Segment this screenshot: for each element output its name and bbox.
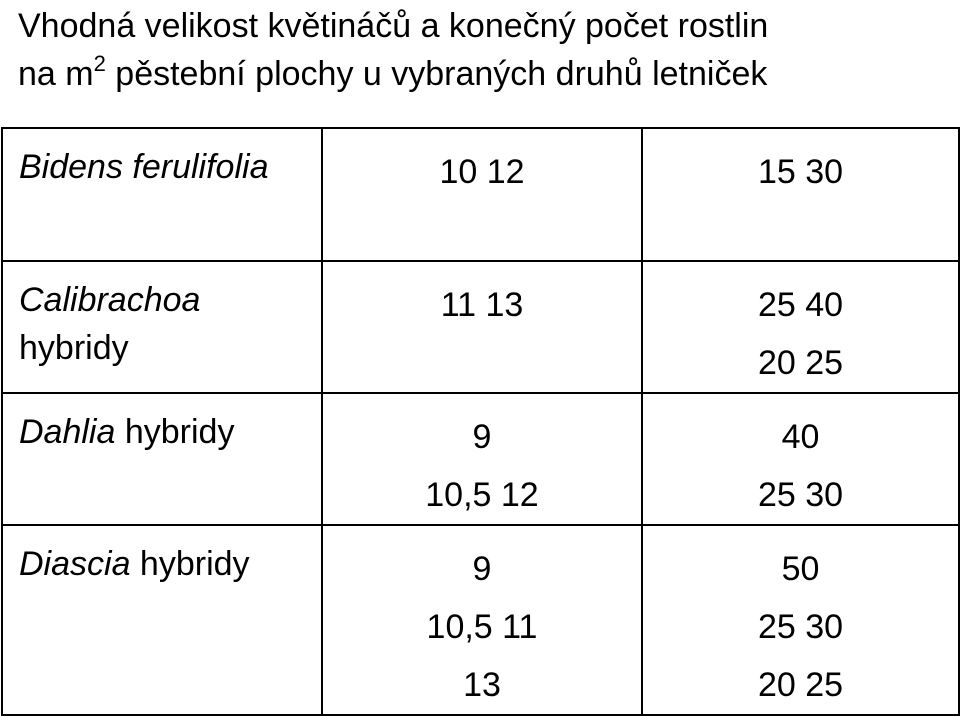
- pot-size-cell: [322, 261, 642, 393]
- plant-table: [1, 127, 960, 716]
- pot-size-cell: [322, 525, 642, 715]
- plant-count-value: 20 25: [757, 666, 844, 704]
- pot-size-cell: [322, 393, 642, 525]
- plant-count-value: 25 30: [757, 608, 844, 646]
- pot-size-value: 10 12: [439, 153, 525, 191]
- title-line-2-start: na m: [18, 55, 94, 93]
- table-row: [2, 261, 959, 393]
- species-cell: [2, 525, 322, 715]
- table-row: [2, 393, 959, 525]
- species-name: Bidens ferulifolia: [19, 148, 269, 186]
- table-row: [2, 128, 959, 261]
- species-suffix: hybridy: [130, 545, 250, 583]
- species-cell: [2, 261, 322, 393]
- table-row: [2, 525, 959, 715]
- plant-count-cell: [642, 261, 959, 393]
- plant-count-value: 25 30: [757, 476, 844, 514]
- species-cell: [2, 393, 322, 525]
- species-name: Calibrachoa: [19, 281, 201, 319]
- title-superscript: 2: [93, 51, 106, 76]
- pot-size-value: 13: [463, 666, 501, 704]
- pot-size-cell: [322, 128, 642, 261]
- species-name: Dahlia: [19, 413, 116, 451]
- title-line-1: Vhodná velikost květináčů a konečný počet rostlin: [18, 7, 769, 45]
- plant-count-value: 40: [781, 418, 820, 456]
- plant-count-cell: [642, 525, 959, 715]
- title-line-2-end: pěstební plochy u vybraných druhů letniček: [105, 55, 768, 93]
- species-cell: [2, 128, 322, 261]
- pot-size-value: 9: [472, 418, 492, 456]
- pot-size-value: 9: [472, 550, 492, 588]
- page-title: [18, 2, 948, 98]
- plant-count-cell: [642, 128, 959, 261]
- plant-count-value: 15 30: [757, 153, 844, 191]
- pot-size-value: 10,5 12: [425, 476, 539, 514]
- plant-count-value: 20 25: [757, 344, 844, 382]
- pot-size-value: 11 13: [440, 286, 524, 324]
- species-name: Diascia: [19, 545, 131, 583]
- title-line-2: [18, 50, 948, 98]
- species-suffix: hybridy: [19, 329, 129, 367]
- plant-count-value: 25 40: [757, 286, 844, 324]
- plant-count-value: 50: [781, 550, 820, 588]
- pot-size-value: 10,5 11: [426, 608, 538, 646]
- plant-count-cell: [642, 393, 959, 525]
- species-suffix: hybridy: [115, 413, 235, 451]
